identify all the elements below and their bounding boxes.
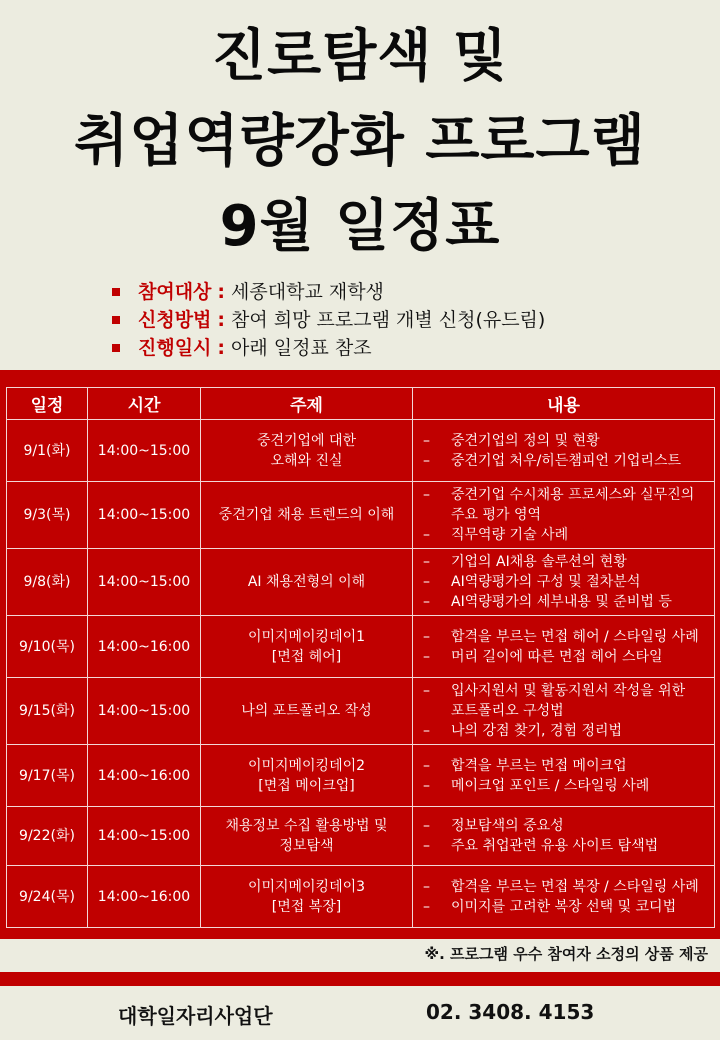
- header-time: 시간: [88, 388, 201, 420]
- content-text: AI역량평가의 구성 및 절차분석: [451, 574, 641, 590]
- cell-date: 9/1(화): [7, 420, 88, 482]
- cell-time: 14:00~15:00: [88, 482, 201, 549]
- content-item: [423, 552, 710, 572]
- cell-topic: [201, 549, 413, 616]
- header-topic: 주제: [201, 388, 413, 420]
- square-bullet-icon: [112, 288, 120, 296]
- cell-topic: [201, 420, 413, 482]
- content-text: 합격을 부르는 면접 메이크업: [451, 757, 627, 774]
- cell-time: 14:00~15:00: [88, 678, 201, 745]
- cell-date: 9/17(목): [7, 745, 88, 807]
- info-key: 참여대상: [138, 281, 212, 303]
- content-text: 주요 취업관련 유용 사이트 탐색법: [451, 838, 659, 854]
- content-text: 중견기업 처우/히든챔피언 기업리스트: [451, 452, 682, 469]
- dash-bullet: –: [423, 574, 430, 590]
- topic-line: 이미지메이킹데이1: [247, 628, 366, 645]
- page-title: [0, 14, 720, 269]
- schedule-table: [6, 387, 715, 928]
- info-separator: :: [217, 309, 226, 331]
- dash-bullet: –: [423, 452, 430, 469]
- table-row: [7, 482, 715, 549]
- cell-content: [413, 745, 715, 807]
- cell-date: 9/3(목): [7, 482, 88, 549]
- content-item: [423, 897, 710, 917]
- info-item-schedule: [112, 334, 545, 362]
- dash-bullet: –: [423, 527, 430, 543]
- content-text: 주요 평가 영역: [451, 507, 542, 523]
- content-item: [423, 525, 710, 545]
- content-item: [423, 485, 710, 505]
- info-item-target: [112, 278, 545, 306]
- cell-content: [413, 549, 715, 616]
- cell-time: 14:00~16:00: [88, 745, 201, 807]
- content-item: [423, 505, 710, 525]
- table-row: [7, 866, 715, 928]
- cell-date: 9/8(화): [7, 549, 88, 616]
- table-row: [7, 616, 715, 678]
- dash-bullet: –: [423, 818, 430, 834]
- cell-topic: [201, 866, 413, 928]
- topic-line: 이미지메이킹데이3: [247, 878, 366, 895]
- cell-content: [413, 420, 715, 482]
- content-item: [423, 776, 710, 796]
- organization-name: 대학일자리사업단: [118, 1004, 273, 1028]
- cell-topic: [201, 745, 413, 807]
- title-line-3: 9월 일정표: [219, 194, 501, 259]
- schedule-table-frame: [0, 381, 720, 939]
- info-value: 세종대학교 재학생: [231, 281, 384, 303]
- content-item: [423, 647, 710, 667]
- content-text: 합격을 부르는 면접 복장 / 스타일링 사례: [451, 878, 699, 895]
- dash-bullet: –: [423, 683, 430, 699]
- content-text: 중견기업 수시채용 프로세스와 실무진의: [451, 487, 695, 503]
- header-content: 내용: [413, 388, 715, 420]
- title-line-1: 진로탐색 및: [212, 24, 508, 89]
- cell-content: [413, 678, 715, 745]
- content-item: [423, 681, 710, 701]
- table-row: [7, 549, 715, 616]
- info-key: 신청방법: [138, 309, 212, 331]
- cell-date: 9/24(목): [7, 866, 88, 928]
- info-value: 참여 희망 프로그램 개별 신청(유드림): [231, 309, 546, 331]
- topic-line: 중견기업에 대한: [256, 432, 357, 449]
- dash-bullet: –: [423, 723, 430, 739]
- dash-bullet: –: [423, 898, 430, 915]
- content-text: 머리 길이에 따른 면접 헤어 스타일: [451, 648, 663, 665]
- topic-line: AI 채용전형의 이해: [247, 574, 366, 590]
- top-divider-bar: [0, 370, 720, 381]
- content-text: 합격을 부르는 면접 헤어 / 스타일링 사례: [451, 628, 699, 645]
- cell-topic: [201, 678, 413, 745]
- content-item: [423, 431, 710, 451]
- content-text: 메이크업 포인트 / 스타일링 사례: [451, 777, 650, 794]
- content-text: 직무역량 기술 사례: [451, 527, 569, 543]
- topic-line: 나의 포트폴리오 작성: [241, 703, 372, 719]
- dash-bullet: –: [423, 757, 430, 774]
- content-text: AI역량평가의 세부내용 및 준비법 등: [451, 594, 672, 610]
- cell-content: [413, 482, 715, 549]
- cell-time: 14:00~15:00: [88, 807, 201, 866]
- topic-line: [면접 복장]: [271, 898, 342, 915]
- content-item: [423, 701, 710, 721]
- table-row: [7, 807, 715, 866]
- dash-bullet: –: [423, 487, 430, 503]
- content-text: 정보탐색의 중요성: [451, 818, 564, 834]
- topic-line: 오해와 진실: [270, 452, 343, 469]
- dash-bullet: –: [423, 628, 430, 645]
- prize-note: ※. 프로그램 우수 참여자 소정의 상품 제공: [424, 945, 708, 963]
- content-text: 중견기업의 정의 및 현황: [451, 432, 600, 449]
- table-header-row: [7, 388, 715, 420]
- topic-line: 중견기업 채용 트렌드의 이해: [218, 507, 395, 523]
- cell-time: 14:00~16:00: [88, 866, 201, 928]
- info-separator: :: [217, 337, 226, 359]
- dash-bullet: –: [423, 878, 430, 895]
- cell-time: 14:00~15:00: [88, 549, 201, 616]
- info-value: 아래 일정표 참조: [231, 337, 372, 359]
- topic-line: 이미지메이킹데이2: [247, 757, 366, 774]
- content-text: 입사지원서 및 활동지원서 작성을 위한: [451, 683, 686, 699]
- content-text: 기업의 AI채용 솔루션의 현황: [451, 554, 627, 570]
- info-separator: :: [217, 281, 226, 303]
- info-item-method: [112, 306, 545, 334]
- dash-bullet: –: [423, 432, 430, 449]
- table-row: [7, 420, 715, 482]
- dash-bullet: –: [423, 648, 430, 665]
- info-list: [112, 278, 545, 362]
- content-text: 나의 강점 찾기, 경험 정리법: [451, 723, 623, 739]
- cell-topic: [201, 807, 413, 866]
- content-item: [423, 721, 710, 741]
- dash-bullet: –: [423, 554, 430, 570]
- bottom-divider-bar: [0, 972, 720, 986]
- dash-bullet: –: [423, 838, 430, 854]
- dash-bullet: –: [423, 777, 430, 794]
- header-date: 일정: [7, 388, 88, 420]
- title-line-2: 취업역량강화 프로그램: [74, 109, 646, 174]
- cell-time: 14:00~15:00: [88, 420, 201, 482]
- dash-bullet: –: [423, 594, 430, 610]
- cell-content: [413, 807, 715, 866]
- table-row: [7, 745, 715, 807]
- content-item: [423, 451, 710, 471]
- cell-date: 9/22(화): [7, 807, 88, 866]
- content-item: [423, 756, 710, 776]
- square-bullet-icon: [112, 316, 120, 324]
- cell-time: 14:00~16:00: [88, 616, 201, 678]
- cell-date: 9/10(목): [7, 616, 88, 678]
- content-text: 이미지를 고려한 복장 선택 및 코디법: [451, 898, 677, 915]
- table-row: [7, 678, 715, 745]
- content-item: [423, 836, 710, 856]
- cell-content: [413, 866, 715, 928]
- topic-line: 채용정보 수집 활용방법 및: [225, 818, 388, 834]
- info-key: 진행일시: [138, 337, 212, 359]
- content-text: 포트폴리오 구성법: [451, 703, 564, 719]
- content-item: [423, 592, 710, 612]
- topic-line: 정보탐색: [279, 838, 334, 854]
- topic-line: [면접 헤어]: [271, 648, 342, 665]
- content-item: [423, 877, 710, 897]
- content-item: [423, 816, 710, 836]
- content-item: [423, 627, 710, 647]
- cell-content: [413, 616, 715, 678]
- contact-phone: 02. 3408. 4153: [426, 1000, 595, 1024]
- topic-line: [면접 메이크업]: [258, 777, 355, 794]
- cell-topic: [201, 616, 413, 678]
- square-bullet-icon: [112, 344, 120, 352]
- cell-topic: [201, 482, 413, 549]
- content-item: [423, 572, 710, 592]
- cell-date: 9/15(화): [7, 678, 88, 745]
